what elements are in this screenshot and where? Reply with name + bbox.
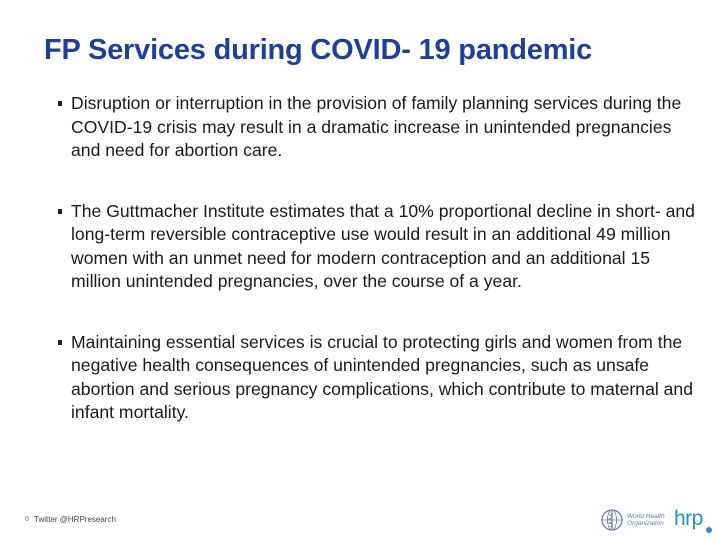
- who-emblem-icon: [600, 508, 624, 532]
- bullet-marker-icon: [58, 101, 62, 106]
- bullet-item: [58, 200, 698, 294]
- slide-title: FP Services during COVID- 19 pandemic: [44, 34, 593, 66]
- who-logo: [600, 508, 668, 532]
- hrp-logo: [674, 507, 716, 535]
- bullet-text: The Guttmacher Institute estimates that a 10% proportional decline in short- and long-term reversible contraceptive use would result in an additional 49 million women with an unmet need for modern contraception and an additional 15 million unintended pregnancies, over the course of a year.: [71, 200, 695, 291]
- page-number: 6: [25, 516, 29, 523]
- hrp-dot-icon: [706, 527, 712, 533]
- who-logo-line2: Organization: [627, 520, 664, 527]
- bullet-text: Disruption or interruption in the provision of family planning services during the COVID-19 crisis may result in a dramatic increase in unintended pregnancies and need for abortion care.: [71, 93, 682, 160]
- who-logo-text: [627, 513, 665, 527]
- bullet-text: Maintaining essential services is crucial to protecting girls and women from the negative health consequences of unintended pregnancies, such as unsafe abortion and serious pregnancy complications, which contribute to maternal and infant mortality.: [71, 331, 694, 422]
- footer-twitter-handle: Twitter @HRPresearch: [34, 515, 116, 524]
- bullet-marker-icon: [58, 209, 62, 214]
- bullet-list: [58, 92, 698, 425]
- hrp-logo-text: hrp: [674, 507, 703, 530]
- bullet-marker-icon: [58, 340, 62, 345]
- bullet-item: [58, 331, 698, 425]
- bullet-item: [58, 92, 698, 163]
- who-logo-line1: World Health: [627, 513, 665, 520]
